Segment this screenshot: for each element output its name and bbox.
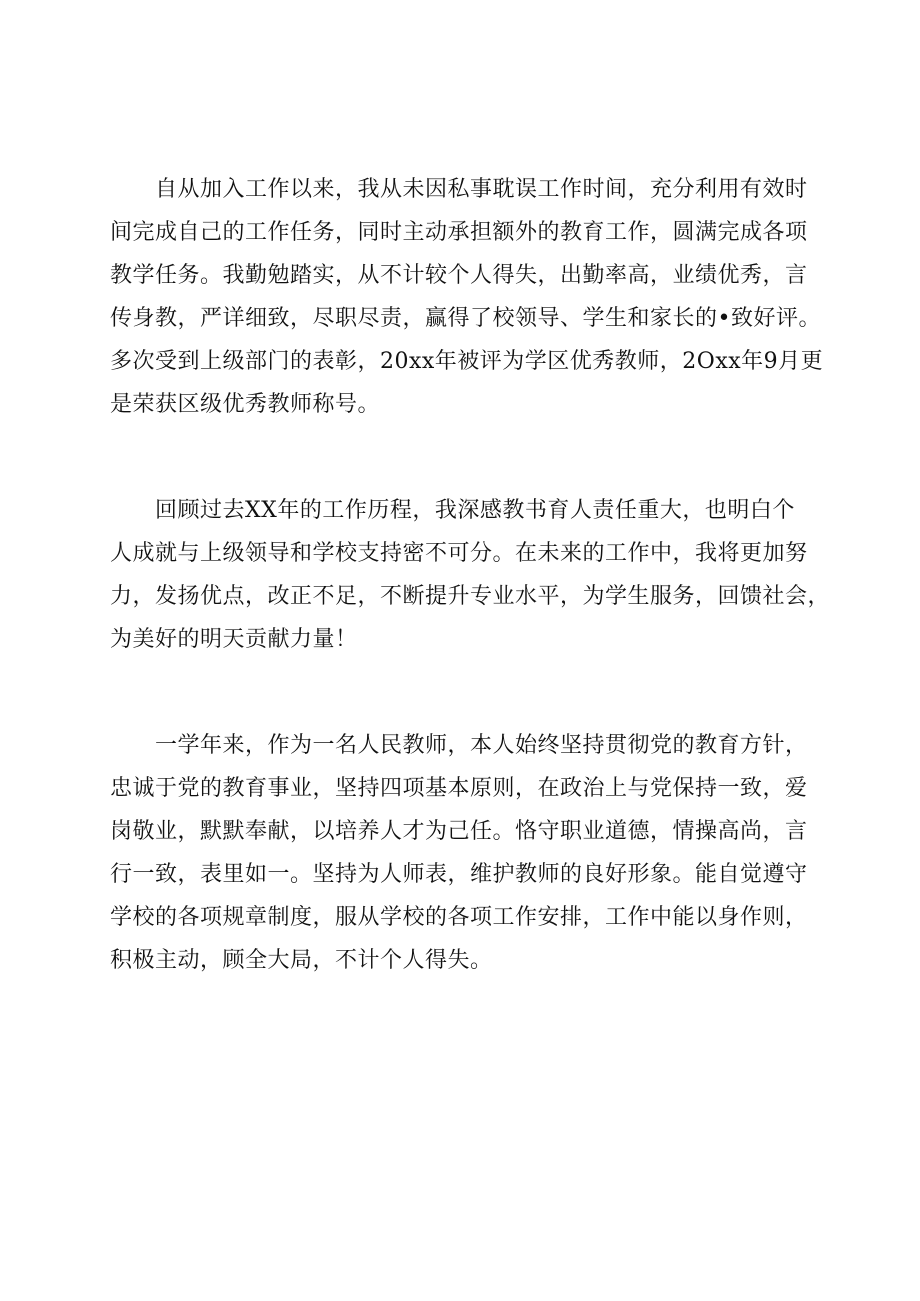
paragraph-line: 学校的各项规章制度，服从学校的各项工作安排，工作中能以身作则，: [110, 905, 808, 930]
paragraph-line: 积极主动，顾全大局，不计个人得失。: [110, 948, 493, 973]
paragraph-line: 传身教，严详细致，尽职尽责，赢得了校领导、学生和家长的•致好评。: [110, 306, 821, 331]
paragraph-1: [110, 168, 824, 426]
paragraph-line: 忠诚于党的教育事业，坚持四项基本原则，在政治上与党保持一致，爱: [110, 776, 808, 801]
paragraph-line: 回顾过去XX年的工作历程，我深感教书育人责任重大，也明白个: [155, 498, 795, 523]
paragraph-line: 一学年来，作为一名人民教师，本人始终坚持贯彻党的教育方针，: [155, 733, 808, 758]
paragraph-3: [110, 724, 815, 982]
paragraph-line: 教学任务。我勤勉踏实，从不计较个人得失，出勤率高，业绩优秀，言: [110, 263, 808, 288]
paragraph-line: 是荣获区级优秀教师称号。: [110, 392, 381, 417]
paragraph-line: 多次受到上级部门的表彰，20xx年被评为学区优秀教师，2Oxx年9月更: [110, 349, 824, 374]
paragraph-line: 行一致，表里如一。坚持为人师表，维护教师的良好形象。能自觉遵守: [110, 862, 808, 887]
paragraph-line: 力，发扬优点，改正不足，不断提升专业水平，为学生服务，回馈社会，: [110, 584, 831, 609]
document-body: [110, 168, 831, 982]
paragraph-line: 自从加入工作以来，我从未因私事耽误工作时间，充分利用有效时: [155, 177, 808, 202]
paragraph-2: [110, 489, 831, 661]
paragraph-line: 为美好的明天贡献力量！: [110, 627, 358, 652]
paragraph-line: 人成就与上级领导和学校支持密不可分。在未来的工作中，我将更加努: [110, 541, 808, 566]
paragraph-line: 间完成自己的工作任务，同时主动承担额外的教育工作，圆满完成各项: [110, 220, 808, 245]
paragraph-line: 岗敬业，默默奉献，以培养人才为己任。恪守职业道德，情操高尚，言: [110, 819, 808, 844]
